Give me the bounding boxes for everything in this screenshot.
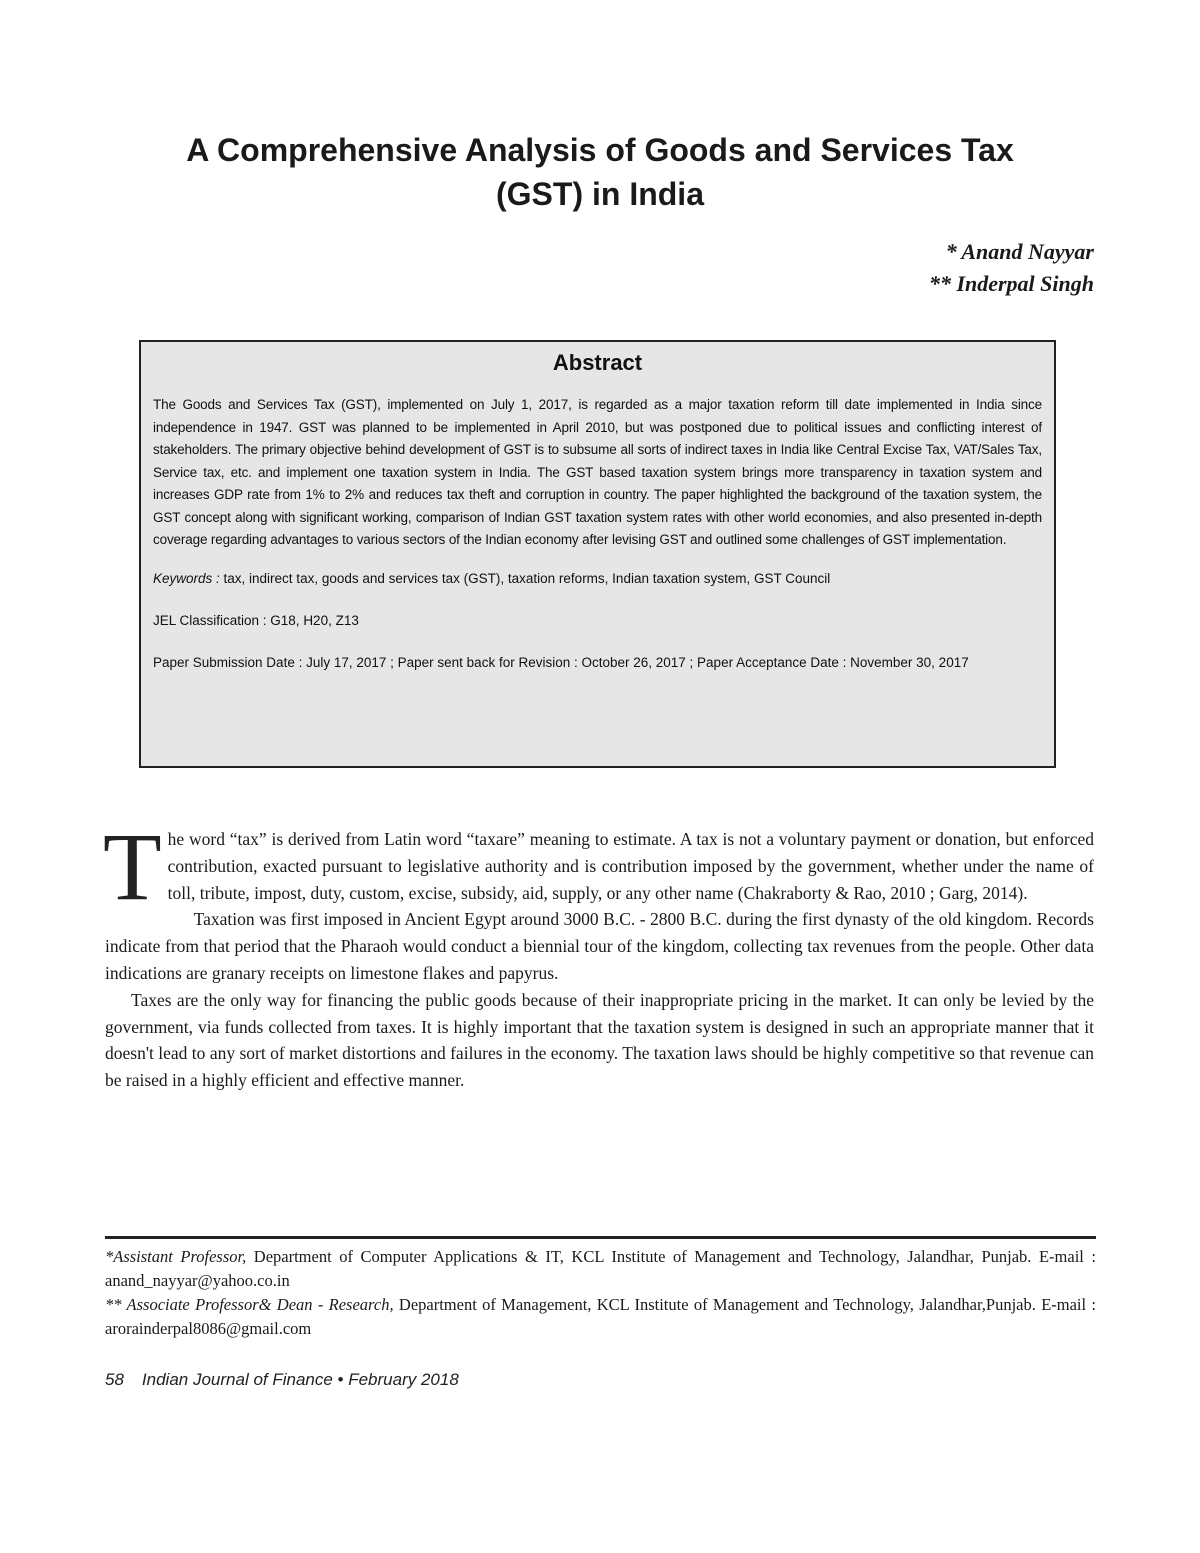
footnote-2 [105,1293,1096,1341]
abstract-box [139,340,1056,768]
jel-classification: JEL Classification : G18, H20, Z13 [153,612,359,628]
body-paragraph-2: Taxation was first imposed in Ancient Egypt around 3000 B.C. - 2800 B.C. during the first dynasty of the old kingdom. Records indicate from that period that the Pharaoh would conduct a biennial tour of the kingdom, collecting tax revenues from the people. Other data indications are granary receipts on limestone flakes and papyrus. [105,909,1094,983]
footnote-2-text: Department of Management, KCL Institute of Management and Technology, Jalandhar,Punjab. E-mail : arorainderpal8086@gmail.com [105,1295,1096,1338]
body-paragraph-3: Taxes are the only way for financing the public goods because of their inappropriate pricing in the market. It can only be levied by the government, via funds collected from taxes. It is highly important that the taxation system is designed in such an appropriate manner that it doesn't lead to any sort of market distortions and failures in the economy. The taxation laws should be highly competitive so that revenue can be raised in a highly efficient and effective manner. [105,989,1094,1091]
keywords-label: Keywords : [153,570,220,586]
abstract-heading: Abstract [552,350,643,375]
keywords [153,568,1042,590]
page-number: 58 [105,1370,124,1389]
paper-title [100,128,1100,216]
footnote-1-text: Department of Computer Applications & IT, KCL Institute of Management and Technology, Jalandhar, Punjab. E-mail : anand_nayyar@yahoo.co.in [105,1247,1097,1290]
footnote-1 [105,1245,1096,1293]
footnote-1-role: *Assistant Professor, [105,1247,247,1266]
author-1: * Anand Nayyar [945,239,1094,264]
body-paragraph-1-text: he word “tax” is derived from Latin word “taxare” meaning to estimate. A tax is not a voluntary payment or donation, but enforced contribution, exacted pursuant to legislative authority and is contribution imposed by the government, whether under the name of toll, tribute, impost, duty, custom, excise, subsidy, aid, supply, or any other name (Chakraborty & Rao, 2010 ; Garg, 2014). [167,829,1094,903]
abstract-text: The Goods and Services Tax (GST), implemented on July 1, 2017, is regarded as a major taxation reform till date implemented in India since independence in 1947. GST was planned to be implemented in April 2010, but was postponed due to political issues and conflicting interest of stakeholders. The primary objective behind development of GST is to subsume all sorts of indirect taxes in India like Central Excise Tax, VAT/Sales Tax, Service tax, etc. and implement one taxation system in India. The GST based taxation system brings more transparency in taxation system and increases GDP rate from 1% to 2% and reduces tax theft and corruption in country. The paper highlighted the background of the taxation system, the GST concept along with significant working, comparison of Indian GST taxation system rates with other world economies, and also presented in-depth coverage regarding advantages to various sectors of the Indian economy after levising GST and outlined some challenges of GST implementation. [153,397,1042,547]
paper-title-line-2: (GST) in India [496,176,704,212]
body-paragraph-1 [103,813,1094,920]
author-list [929,236,1094,300]
author-2: ** Inderpal Singh [928,271,1094,296]
paper-dates: Paper Submission Date : July 17, 2017 ; Paper sent back for Revision : October 26, 2017 ; Paper Acceptance Date : November 30, 2017 [153,654,969,670]
body-text [103,813,1094,1094]
footnote-2-role: ** Associate Professor& Dean - Research, [105,1295,394,1314]
paper-title-line-1: A Comprehensive Analysis of Goods and Services Tax [186,132,1014,168]
keywords-text: tax, indirect tax, goods and services tax (GST), taxation reforms, Indian taxation system, GST Council [219,570,831,586]
footnotes [105,1245,1096,1341]
footnote-divider [105,1236,1096,1239]
journal-name: Indian Journal of Finance • February 2018 [141,1370,459,1389]
page-footer [105,1370,459,1390]
drop-cap: T [103,813,162,920]
